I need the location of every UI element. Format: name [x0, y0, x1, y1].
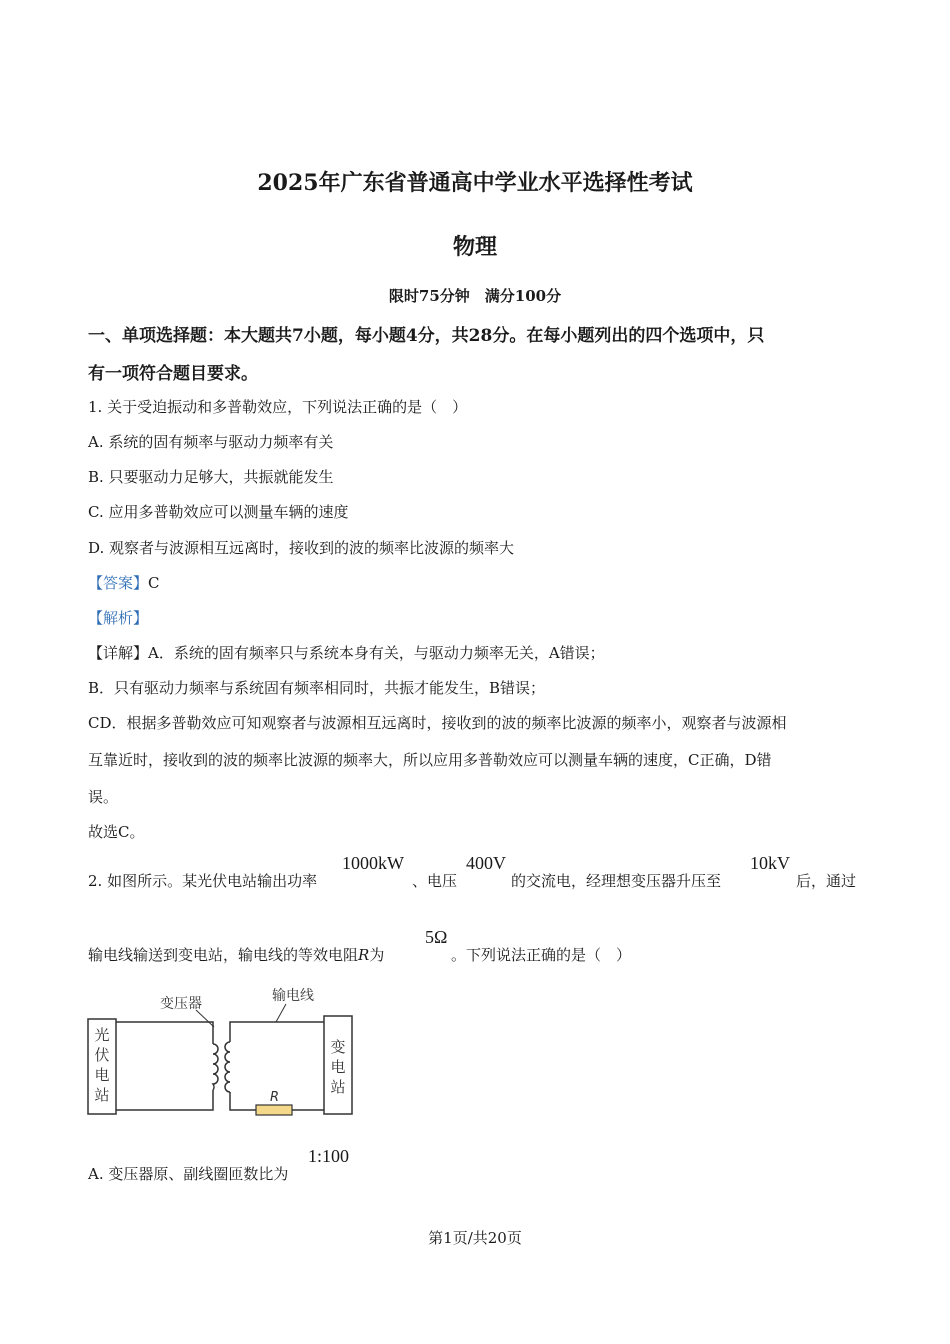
- q1-option-a: A. 系统的固有频率与驱动力频率有关: [88, 433, 334, 451]
- resistor-symbol: R: [358, 946, 370, 964]
- pv-char-4: 站: [94, 1086, 110, 1104]
- q2-stem-line2-part2: 为: [369, 946, 385, 964]
- q2-ratio: 1:100: [308, 1146, 350, 1166]
- q2-stem-line2-part3: 。下列说法正确的是（ ）: [451, 946, 632, 964]
- pv-char-3: 电: [94, 1066, 110, 1084]
- answer-value: C: [148, 574, 160, 592]
- analysis-tag: 【解析】: [88, 609, 149, 627]
- detail-tag: 【详解】: [88, 644, 149, 662]
- primary-wire-top: [116, 1022, 213, 1044]
- time-limit: 限时75分钟 满分100分: [388, 287, 562, 305]
- q1-option-c: C. 应用多普勒效应可以测量车辆的速度: [88, 503, 349, 521]
- sub-char-3: 站: [330, 1078, 346, 1096]
- circuit-diagram: [84, 982, 359, 1122]
- q1-option-b: B. 只要驱动力足够大，共振就能发生: [88, 468, 334, 486]
- secondary-coil: [225, 1042, 230, 1092]
- q1-detail-line2: B．只有驱动力频率与系统固有频率相同时，共振才能发生，B错误；: [88, 679, 546, 697]
- transformer-leader: [196, 1010, 214, 1027]
- q2-stem-part1: 2. 如图所示。某光伏电站输出功率: [88, 872, 318, 890]
- transformer-label: 变压器: [160, 996, 202, 1012]
- sub-char-2: 电: [330, 1058, 346, 1076]
- q2-stem-part4: 后，通过: [796, 872, 857, 890]
- resistor: [256, 1105, 292, 1115]
- answer-tag: 【答案】: [88, 574, 149, 592]
- page-footer: 第1页/共20页: [428, 1229, 522, 1247]
- q1-detail-line3: CD．根据多普勒效应可知观察者与波源相互远离时，接收到的波的频率比波源的频率小，观察者与波源相: [88, 714, 787, 732]
- pv-char-2: 伏: [94, 1046, 110, 1064]
- pv-char-1: 光: [94, 1026, 110, 1044]
- q2-power: 1000kW: [342, 853, 404, 873]
- q2-option-a: A. 变压器原、副线圈匝数比为: [88, 1165, 289, 1183]
- detail-text: A．系统的固有频率只与系统本身有关，与驱动力频率无关，A错误；: [148, 644, 605, 662]
- primary-wire-bottom: [116, 1090, 213, 1110]
- q1-conclusion: 故选C。: [88, 823, 145, 841]
- exam-title: 2025年广东省普通高中学业水平选择性考试: [257, 170, 693, 196]
- q2-stem-part3: 的交流电，经理想变压器升压至: [511, 872, 722, 890]
- subject-title: 物理: [452, 234, 497, 260]
- q1-detail-line4: 互靠近时，接收到的波的频率比波源的频率大，所以应用多普勒效应可以测量车辆的速度，C正确，D错: [88, 751, 772, 769]
- q2-stem-line2: [88, 944, 384, 965]
- q2-stem-part2: 、电压: [412, 872, 458, 890]
- resistor-label: R: [270, 1090, 280, 1105]
- q1-detail-line5: 误。: [88, 788, 119, 806]
- primary-coil: [213, 1044, 218, 1090]
- q2-boosted-voltage: 10kV: [750, 853, 790, 873]
- section-heading-line2: 有一项符合题目要求。: [88, 364, 258, 384]
- sub-char-1: 变: [330, 1038, 346, 1056]
- q2-voltage: 400V: [466, 853, 506, 873]
- q1-stem: 1. 关于受迫振动和多普勒效应，下列说法正确的是（ ）: [88, 398, 468, 416]
- transmission-wire-bottom-left: [230, 1092, 256, 1110]
- transmission-wire-top: [230, 1022, 324, 1042]
- section-heading-line1: 一、单项选择题：本大题共7小题，每小题4分，共28分。在每小题列出的四个选项中，只: [88, 326, 765, 346]
- q1-detail-line1: [88, 642, 605, 663]
- line-label: 输电线: [272, 988, 314, 1004]
- line-leader: [276, 1004, 286, 1022]
- q2-resistance: 5Ω: [425, 927, 448, 947]
- q1-option-d: D. 观察者与波源相互远离时，接收到的波的频率比波源的频率大: [88, 539, 515, 557]
- q2-stem-line2-part1: 输电线输送到变电站，输电线的等效电阻: [88, 946, 359, 964]
- q1-answer: [88, 572, 160, 593]
